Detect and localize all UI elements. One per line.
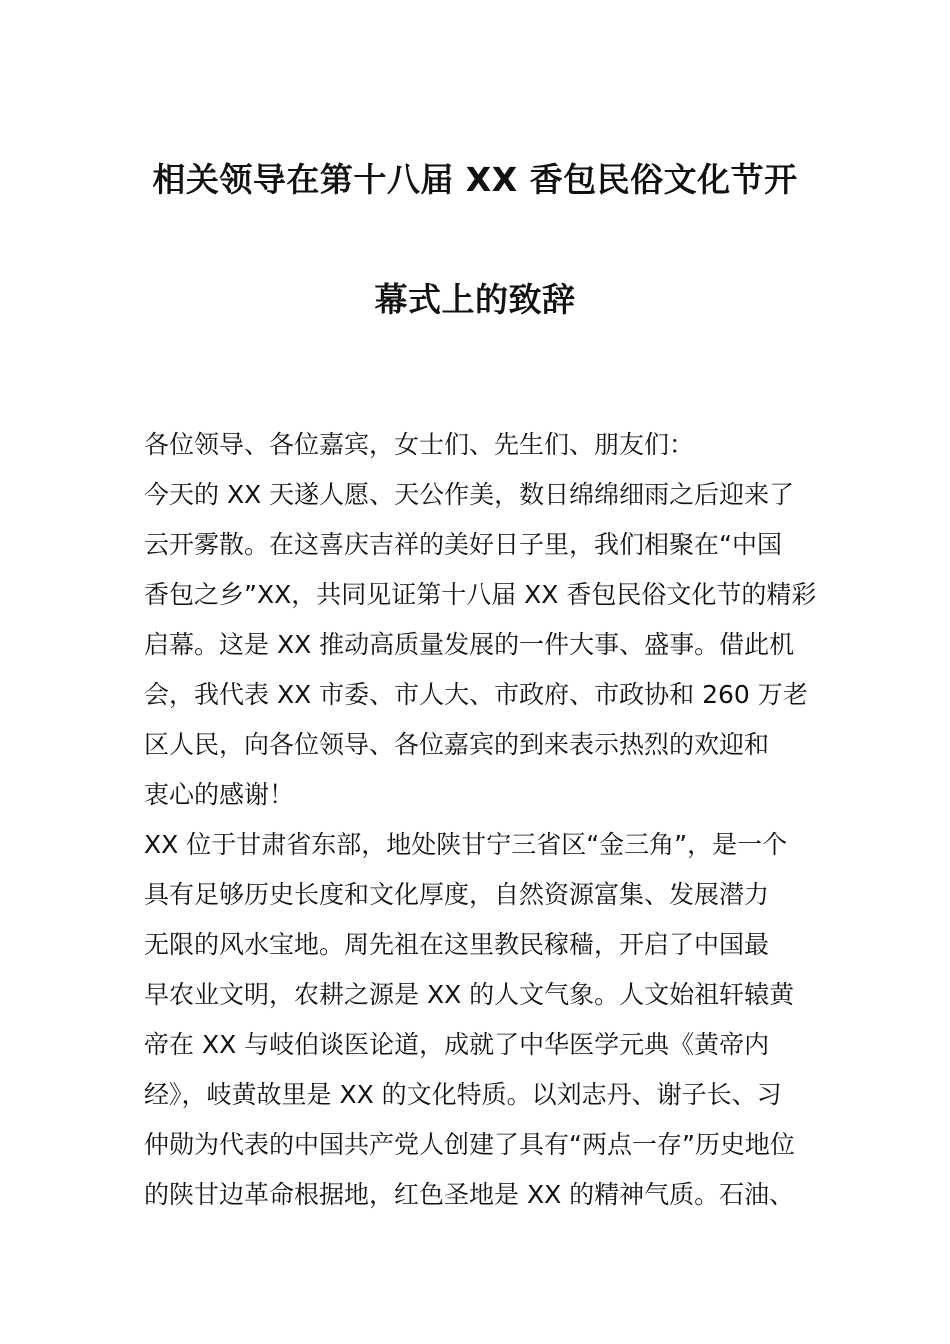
body-line: 仲勋为代表的中国共产党人创建了具有“两点一存”历史地位 (144, 1130, 795, 1159)
document-title-line-2: 幕式上的致辞 (374, 280, 576, 319)
body-line: 经》，岐黄故里是 XX 的文化特质。以刘志丹、谢子长、习 (144, 1080, 782, 1109)
body-line: 启幕。这是 XX 推动高质量发展的一件大事、盛事。借此机 (144, 630, 795, 659)
body-line: 无限的风水宝地。周先祖在这里教民稼穑，开启了中国最 (144, 930, 770, 959)
body-line: 的陕甘边革命根据地，红色圣地是 XX 的精神气质。石油、 (144, 1180, 795, 1209)
body-line: 区人民，向各位领导、各位嘉宾的到来表示热烈的欢迎和 (144, 730, 770, 759)
body-line: 衷心的感谢！ (144, 780, 295, 809)
body-line: 帝在 XX 与岐伯谈医论道，成就了中华医学元典《黄帝内 (144, 1030, 770, 1059)
body-line: 具有足够历史长度和文化厚度，自然资源富集、发展潜力 (144, 880, 770, 909)
body-line: 早农业文明，农耕之源是 XX 的人文气象。人文始祖轩辕黄 (144, 980, 795, 1009)
body-line: 各位领导、各位嘉宾，女士们、先生们、朋友们： (144, 430, 695, 459)
document-body (144, 420, 817, 1220)
body-line: 今天的 XX 天遂人愿、天公作美，数日绵绵细雨之后迎来了 (144, 480, 795, 509)
body-line: XX 位于甘肃省东部，地处陕甘宁三省区“金三角”，是一个 (144, 830, 788, 859)
body-line: 香包之乡”XX，共同见证第十八届 XX 香包民俗文化节的精彩 (144, 580, 817, 609)
body-line: 会，我代表 XX 市委、市人大、市政府、市政协和 260 万老 (144, 680, 808, 709)
document-title-line-1: 相关领导在第十八届 XX 香包民俗文化节开 (152, 160, 798, 199)
body-line: 云开雾散。在这喜庆吉祥的美好日子里，我们相聚在“中国 (144, 530, 782, 559)
